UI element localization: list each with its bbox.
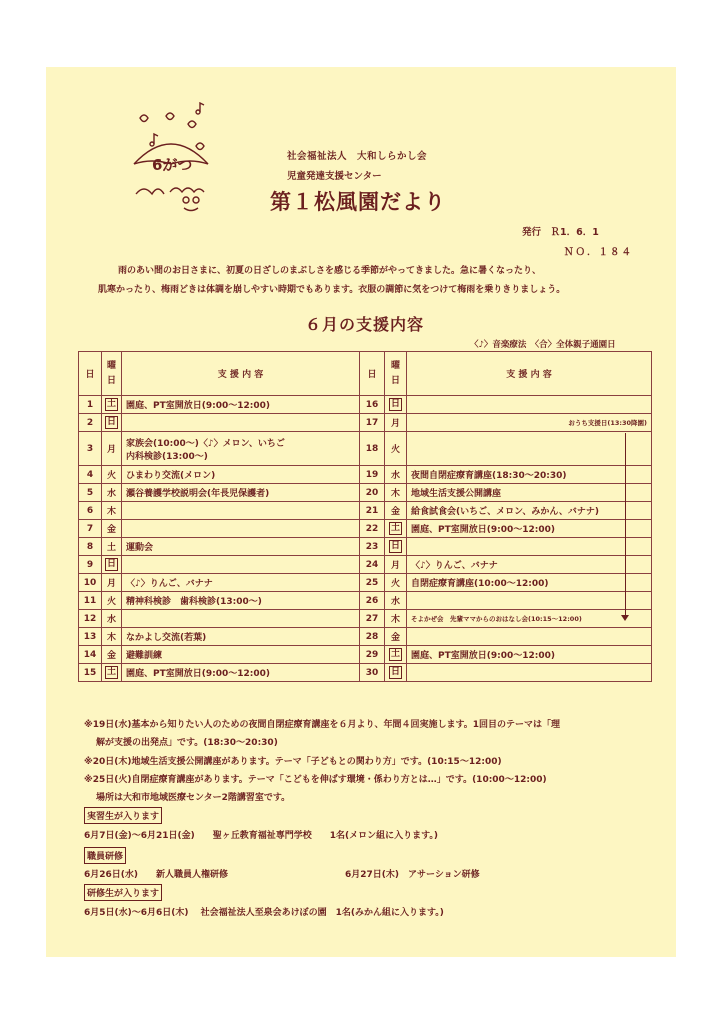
table-row [79,538,652,556]
day-number: 19 [360,466,385,484]
weekday-cell [102,664,122,682]
newsletter-title: 第１松風園だより [270,190,446,214]
interns-label: 実習生が入ります [84,807,162,824]
note-25-line-2: 場所は大和市地域医療センター2階講習室です。 [96,793,291,803]
schedule-table [78,351,652,682]
table-row [79,432,652,466]
header-weekday-line2: 日 [106,375,116,386]
day-number: 4 [79,466,102,484]
activity-cell [407,538,652,556]
trainees-label: 研修生が入ります [84,884,162,901]
weekday: 水 [390,471,400,481]
activity-text: 精神科検診 歯科検診(13:00～) [126,597,262,607]
activity-cell [407,484,652,502]
umbrella-logo [126,102,216,216]
activity-text: 園庭、PT室開放日(9:00～12:00) [411,651,555,661]
weekday: 月 [106,445,116,455]
header-weekday-line2: 日 [390,375,400,386]
center-name: 児童発達支援センター [287,171,382,182]
activity-cell [407,432,652,466]
weekday-cell [102,466,122,484]
weekday-cell [102,484,122,502]
activity-text: 園庭、PT室開放日(9:00～12:00) [411,525,555,535]
day-number: 28 [360,628,385,646]
weekday-holiday: 日 [106,559,116,569]
table-row [79,628,652,646]
activity-text-2: 内科検診(13:00～) [126,451,208,462]
activity-cell [122,432,360,466]
weekday-cell [385,520,407,538]
weekday: 火 [390,579,400,589]
weekday-cell [102,610,122,628]
header-weekday [385,352,407,396]
activity-text: 夜間自閉症療育講座(18:30～20:30) [411,471,567,481]
activity-cell [122,502,360,520]
weekday: 木 [390,489,400,499]
day-number: 3 [79,432,102,466]
activity-text: 〈♪〉りんご、バナナ [126,579,213,589]
table-row [79,466,652,484]
section-title: ６月の支援内容 [305,315,425,334]
header-weekday [102,352,122,396]
activity-text: 自閉症療育講座(10:00～12:00) [411,579,549,589]
day-number: 16 [360,396,385,414]
weekday-cell [102,574,122,592]
table-row [79,646,652,664]
table-row [79,414,652,432]
logo-month-text: 6がつ [152,156,193,174]
day-number: 26 [360,592,385,610]
weekday-cell [385,484,407,502]
header-weekday-line1: 曜 [390,360,400,371]
weekday-cell [385,628,407,646]
activity-text: 給食試食会(いちご、メロン、みかん、バナナ) [411,507,600,517]
table-row [79,502,652,520]
header-day: 日 [360,352,385,396]
table-header-row [79,352,652,396]
activity-cell [407,592,652,610]
activity-cell [122,610,360,628]
weekday: 火 [390,445,400,455]
table-row [79,574,652,592]
day-number: 6 [79,502,102,520]
activity-cell [407,414,652,432]
weekday: 火 [106,597,116,607]
staff-training-line-b: 6月27日(木) アサーション研修 [345,870,480,880]
staff-training-line-a: 6月26日(水) 新人職員人権研修 [84,870,229,880]
weekday-cell [102,628,122,646]
weekday-cell [385,610,407,628]
activity-cell [407,628,652,646]
weekday-cell [102,538,122,556]
activity-cell [407,574,652,592]
activity-cell [122,484,360,502]
org-name: 社会福祉法人 大和しらかし会 [287,151,428,162]
activity-cell [407,396,652,414]
weekday: 火 [106,471,116,481]
day-number: 2 [79,414,102,432]
day-number: 8 [79,538,102,556]
issue-number: ＮＯ．１８４ [564,247,634,258]
activity-text: そよかぜ会 先輩ママからのおはなし会(10:15～12:00) [411,614,582,623]
activity-text: 瀬谷養護学校説明会(年長児保護者) [126,489,270,499]
weekday-holiday: 日 [106,417,116,427]
table-row [79,484,652,502]
weekday-cell [385,574,407,592]
day-number: 18 [360,432,385,466]
table-row [79,556,652,574]
intro-line-1: 雨のあい間のお日さまに、初夏の日ざしのまぶしさを感じる季節がやってきました。急に暑くなったり、 [118,266,542,276]
activity-text: 運動会 [126,543,154,553]
activity-text: 地域生活支援公開講座 [411,489,502,499]
activity-cell [407,664,652,682]
activity-cell [407,610,652,628]
activity-cell [122,414,360,432]
day-number: 17 [360,414,385,432]
day-number: 5 [79,484,102,502]
weekday: 月 [106,579,116,589]
activity-text: 〈♪〉りんご、バナナ [411,561,498,571]
activity-text: 園庭、PT室開放日(9:00～12:00) [126,669,270,679]
weekday: 月 [390,419,400,429]
weekday: 木 [106,507,116,517]
table-row [79,520,652,538]
weekday: 木 [106,633,116,643]
weekday-holiday: 土 [390,649,400,659]
day-number: 24 [360,556,385,574]
weekday: 水 [390,597,400,607]
weekday-cell [385,414,407,432]
weekday-cell [102,646,122,664]
activity-text: 園庭、PT室開放日(9:00～12:00) [126,401,270,411]
weekday: 水 [106,489,116,499]
weekday: 月 [390,561,400,571]
day-number: 29 [360,646,385,664]
legend: 〈♪〉音楽療法 〈合〉全体親子通園日 [470,340,616,350]
activity-cell [122,664,360,682]
weekday: 金 [106,651,116,661]
day-number: 30 [360,664,385,682]
issue-date: 発行 Ｒ1．6．1 [522,227,599,238]
day-number: 14 [79,646,102,664]
activity-cell [407,556,652,574]
weekday: 水 [106,615,116,625]
weekday-cell [102,502,122,520]
day-number: 20 [360,484,385,502]
day-number: 12 [79,610,102,628]
activity-cell [122,538,360,556]
weekday-cell [385,592,407,610]
interns-line: 6月7日(金)～6月21日(金) 聖ヶ丘教育福祉専門学校 1名(メロン組に入ります。) [84,831,439,841]
weekday-holiday: 日 [390,541,400,551]
weekday-cell [385,466,407,484]
activity-cell [407,520,652,538]
weekday-cell [102,520,122,538]
weekday-holiday: 土 [106,399,116,409]
table-row [79,396,652,414]
activity-cell [122,628,360,646]
weekday: 木 [390,615,400,625]
day-number: 25 [360,574,385,592]
activity-cell [122,556,360,574]
header-content: 支 援 内 容 [122,352,360,396]
weekday-cell [102,414,122,432]
day-number: 27 [360,610,385,628]
activity-cell [122,592,360,610]
day-number: 22 [360,520,385,538]
activity-cell [407,466,652,484]
activity-cell [122,646,360,664]
weekday-holiday: 日 [390,667,400,677]
trainees-line: 6月5日(水)～6月6日(木) 社会福祉法人至泉会あけぼの園 1名(みかん組に入ります。) [84,908,444,918]
activity-text: ひまわり交流(メロン) [126,471,216,481]
day-number: 7 [79,520,102,538]
table-row [79,610,652,628]
weekday-cell [385,538,407,556]
weekday-cell [102,432,122,466]
activity-cell [122,466,360,484]
day-number: 11 [79,592,102,610]
header-weekday-line1: 曜 [106,360,116,371]
weekday-holiday: 土 [390,523,400,533]
weekday-cell [385,646,407,664]
weekday-holiday: 土 [106,667,116,677]
activity-text: なかよし交流(若葉) [126,633,207,643]
weekday-cell [102,592,122,610]
staff-training-label: 職員研修 [84,847,126,864]
note-25-line-1: ※25日(火)自閉症療育講座があります。テーマ「こどもを伸ばす環境・係わり方とは…」です。(10:00～12:00) [84,775,547,785]
weekday: 金 [390,633,400,643]
weekday: 土 [106,543,116,553]
day-number: 21 [360,502,385,520]
note-19-line-1: ※19日(水)基本から知りたい人のための夜間自閉症療育講座を６月より、年間４回実施します。1回目のテーマは「理 [84,720,561,730]
note-19-line-2: 解が支援の出発点」です。(18:30～20:30) [96,738,278,748]
header-content: 支 援 内 容 [407,352,652,396]
day-number: 9 [79,556,102,574]
weekday-cell [385,502,407,520]
weekday-cell [102,396,122,414]
activity-cell [407,646,652,664]
day-number: 15 [79,664,102,682]
header-day: 日 [79,352,102,396]
note-20: ※20日(木)地域生活支援公開講座があります。テーマ「子どもとの関わり方」です。(10:15～12:00) [84,757,502,767]
activity-cell [407,502,652,520]
weekday: 金 [390,507,400,517]
weekday-cell [102,556,122,574]
activity-cell [122,396,360,414]
weekday: 金 [106,525,116,535]
day-number: 10 [79,574,102,592]
arrow-down-icon [621,615,629,621]
table-row [79,664,652,682]
day-number: 1 [79,396,102,414]
weekday-cell [385,396,407,414]
intro-line-2: 肌寒かったり、梅雨どきは体調を崩しやすい時期でもあります。衣服の調節に気をつけて梅雨を乗りきりましょう。 [98,285,566,295]
weekday-holiday: 日 [390,399,400,409]
activity-text: おうち支援日(13:30降園) [568,418,647,427]
activity-text: 避難訓練 [126,651,163,661]
table-row [79,592,652,610]
day-number: 23 [360,538,385,556]
activity-cell [122,574,360,592]
umbrella-icon [126,102,216,216]
period-arrow-line [625,433,626,617]
weekday-cell [385,556,407,574]
day-number: 13 [79,628,102,646]
activity-text: 家族会(10:00～)〈♪〉メロン、いちご [126,438,285,449]
weekday-cell [385,664,407,682]
weekday-cell [385,432,407,466]
activity-cell [122,520,360,538]
